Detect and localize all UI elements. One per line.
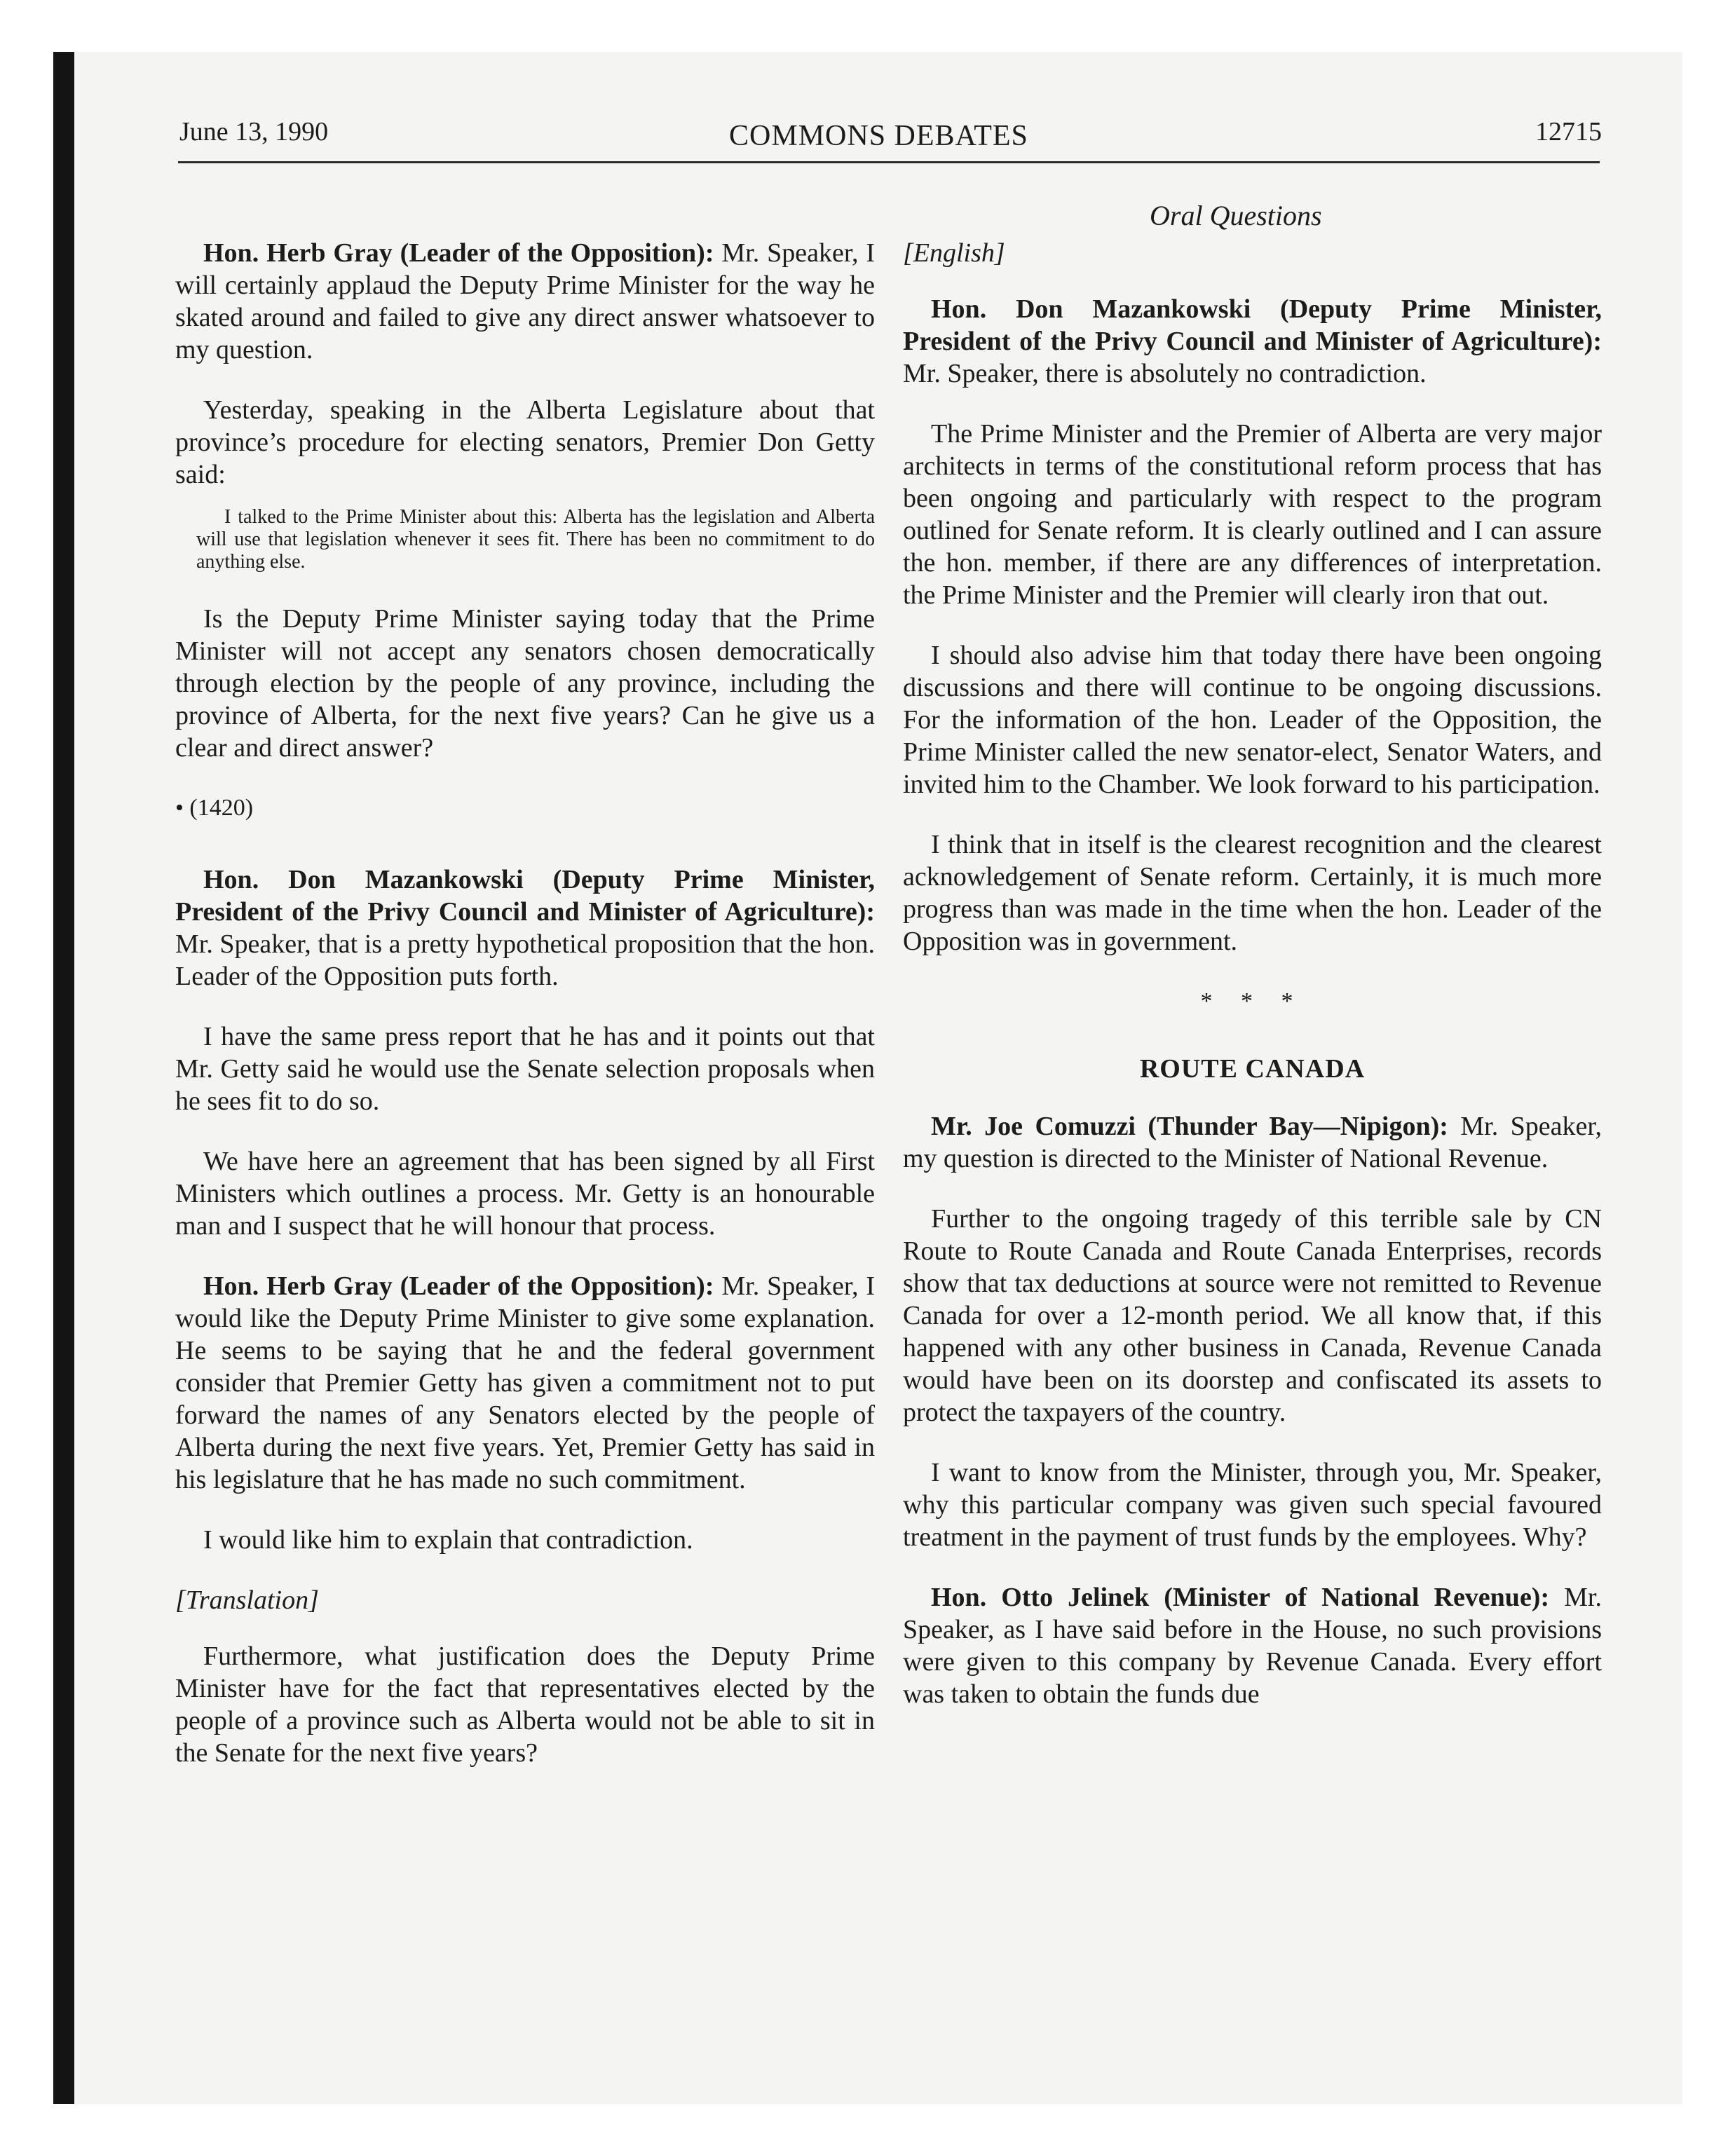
paragraph: Furthermore, what justification does the Deputy Prime Minister have for the fact that representatives elected by the people of a province such as Alberta would not be able to sit in the Senate for the next five years? — [175, 1642, 875, 1768]
speaker-name: Mr. Joe Comuzzi (Thunder Bay—Nipigon): — [931, 1112, 1448, 1141]
paragraph: I want to know from the Minister, through you, Mr. Speaker, why this particular company was given such special favoured treatment in the payment of trust funds by the employees. Why? — [903, 1458, 1602, 1552]
section-separator: * * * — [1200, 988, 1305, 1014]
time-marker: • (1420) — [175, 795, 254, 821]
paragraph-comuzzi — [903, 1110, 1602, 1175]
subheading: ROUTE CANADA — [1139, 1054, 1366, 1084]
right-column — [903, 237, 1602, 1738]
header-rule — [178, 161, 1600, 163]
paragraph: I would like him to explain that contradiction. — [203, 1525, 693, 1555]
paragraph-mazankowski-2 — [903, 293, 1602, 390]
paragraph: I have the same press report that he has and it points out that Mr. Getty said he would use the Senate selection proposals when he sees fit to do so. — [175, 1022, 875, 1116]
speech-text: Mr. Speaker, my question is directed to the Minister of National Revenue. — [903, 1112, 1602, 1173]
header-page-number: 12715 — [1535, 117, 1602, 146]
speech-text: Mr. Speaker, I would like the Deputy Prime Minister to give some explanation. He seems to be saying that he and the federal government consider that Premier Getty has given a commitment not to put forward the names of any Senators elected by the people of Alberta during the next five years. Yet, Premier Getty has said in his legislature that he has made no such commitment. — [175, 1271, 876, 1494]
paragraph: Further to the ongoing tragedy of this terrible sale by CN Route to Route Canada and Route Canada Enterprises, records show that tax deductions at source were not remitted to Revenue Canada for over a 12-month period. We all know that, if this happened with any other business in Canada, Revenue Canada would have been on its doorstep and confiscated its assets to protect the taxpayers of the country. — [903, 1204, 1602, 1427]
speaker-name: Hon. Herb Gray (Leader of the Opposition): — [203, 238, 714, 268]
paragraph-mazankowski-1 — [175, 864, 875, 992]
paragraph: Is the Deputy Prime Minister saying today that the Prime Minister will not accept any senators chosen democratically through election by the people of any province, including the province of Alberta, for the next five years? Can he give us a clear and direct answer? — [175, 604, 875, 763]
speech-text: Mr. Speaker, that is a pretty hypothetical proposition that the hon. Leader of the Opposition puts forth. — [175, 929, 875, 991]
speaker-name: Hon. Otto Jelinek (Minister of National Revenue): — [931, 1583, 1550, 1612]
paragraph: I think that in itself is the clearest recognition and the clearest acknowledgement of Senate reform. Certainly, it is much more progress than was made in the time when the hon. Leader of the Opposition was in government. — [903, 830, 1602, 956]
language-marker: [Translation] — [175, 1585, 319, 1615]
speaker-name: Hon. Herb Gray (Leader of the Opposition): — [203, 1271, 714, 1301]
language-marker: [English] — [903, 238, 1005, 268]
speech-text: Mr. Speaker, there is absolutely no contradiction. — [903, 359, 1427, 388]
speech-text: Mr. Speaker, as I have said before in the House, no such provisions were given to this company by Revenue Canada. Every effort was taken to obtain the funds due — [903, 1583, 1602, 1709]
left-column — [175, 237, 875, 1797]
paragraph: We have here an agreement that has been signed by all First Ministers which outlines a process. Mr. Getty is an honourable man and I suspect that he will honour that process. — [175, 1147, 875, 1241]
speaker-name: Hon. Don Mazankowski (Deputy Prime Minister, President of the Privy Council and Minister of Agriculture): — [175, 865, 875, 927]
header-date: June 13, 1990 — [179, 117, 329, 146]
paragraph: I should also advise him that today there have been ongoing discussions and there will continue to be ongoing discussions. For the information of the hon. Leader of the Opposition, the Prime Minister called the new senator-elect, Senator Waters, and invited him to the Chamber. We look forward to his participation. — [903, 641, 1602, 799]
section-title: Oral Questions — [1150, 200, 1322, 231]
paragraph-jelinek — [903, 1581, 1602, 1710]
paragraph-gray-2 — [175, 1270, 875, 1496]
paragraph: Yesterday, speaking in the Alberta Legislature about that province’s procedure for electing senators, Premier Don Getty said: — [175, 395, 875, 489]
paragraph: The Prime Minister and the Premier of Alberta are very major architects in terms of the constitutional reform process that has been ongoing and particularly with respect to the program outlined for Senate reform. It is clearly outlined and I can assure the hon. member, if there are any differences of interpretation. the Prime Minister and the Premier will clearly iron that out. — [903, 419, 1602, 610]
speech-text: Mr. Speaker, I will certainly applaud the Deputy Prime Minister for the way he skated around and failed to give any direct answer whatsoever to my question. — [175, 238, 876, 364]
block-quote: I talked to the Prime Minister about this: Alberta has the legislation and Alberta will use that legislation whenever it sees fit. There has been no commitment to do anything else. — [196, 506, 875, 573]
paragraph-gray-1 — [175, 237, 875, 366]
speaker-name: Hon. Don Mazankowski (Deputy Prime Minister, President of the Privy Council and Minister of Agriculture): — [903, 294, 1602, 356]
header-title: COMMONS DEBATES — [729, 120, 1028, 152]
